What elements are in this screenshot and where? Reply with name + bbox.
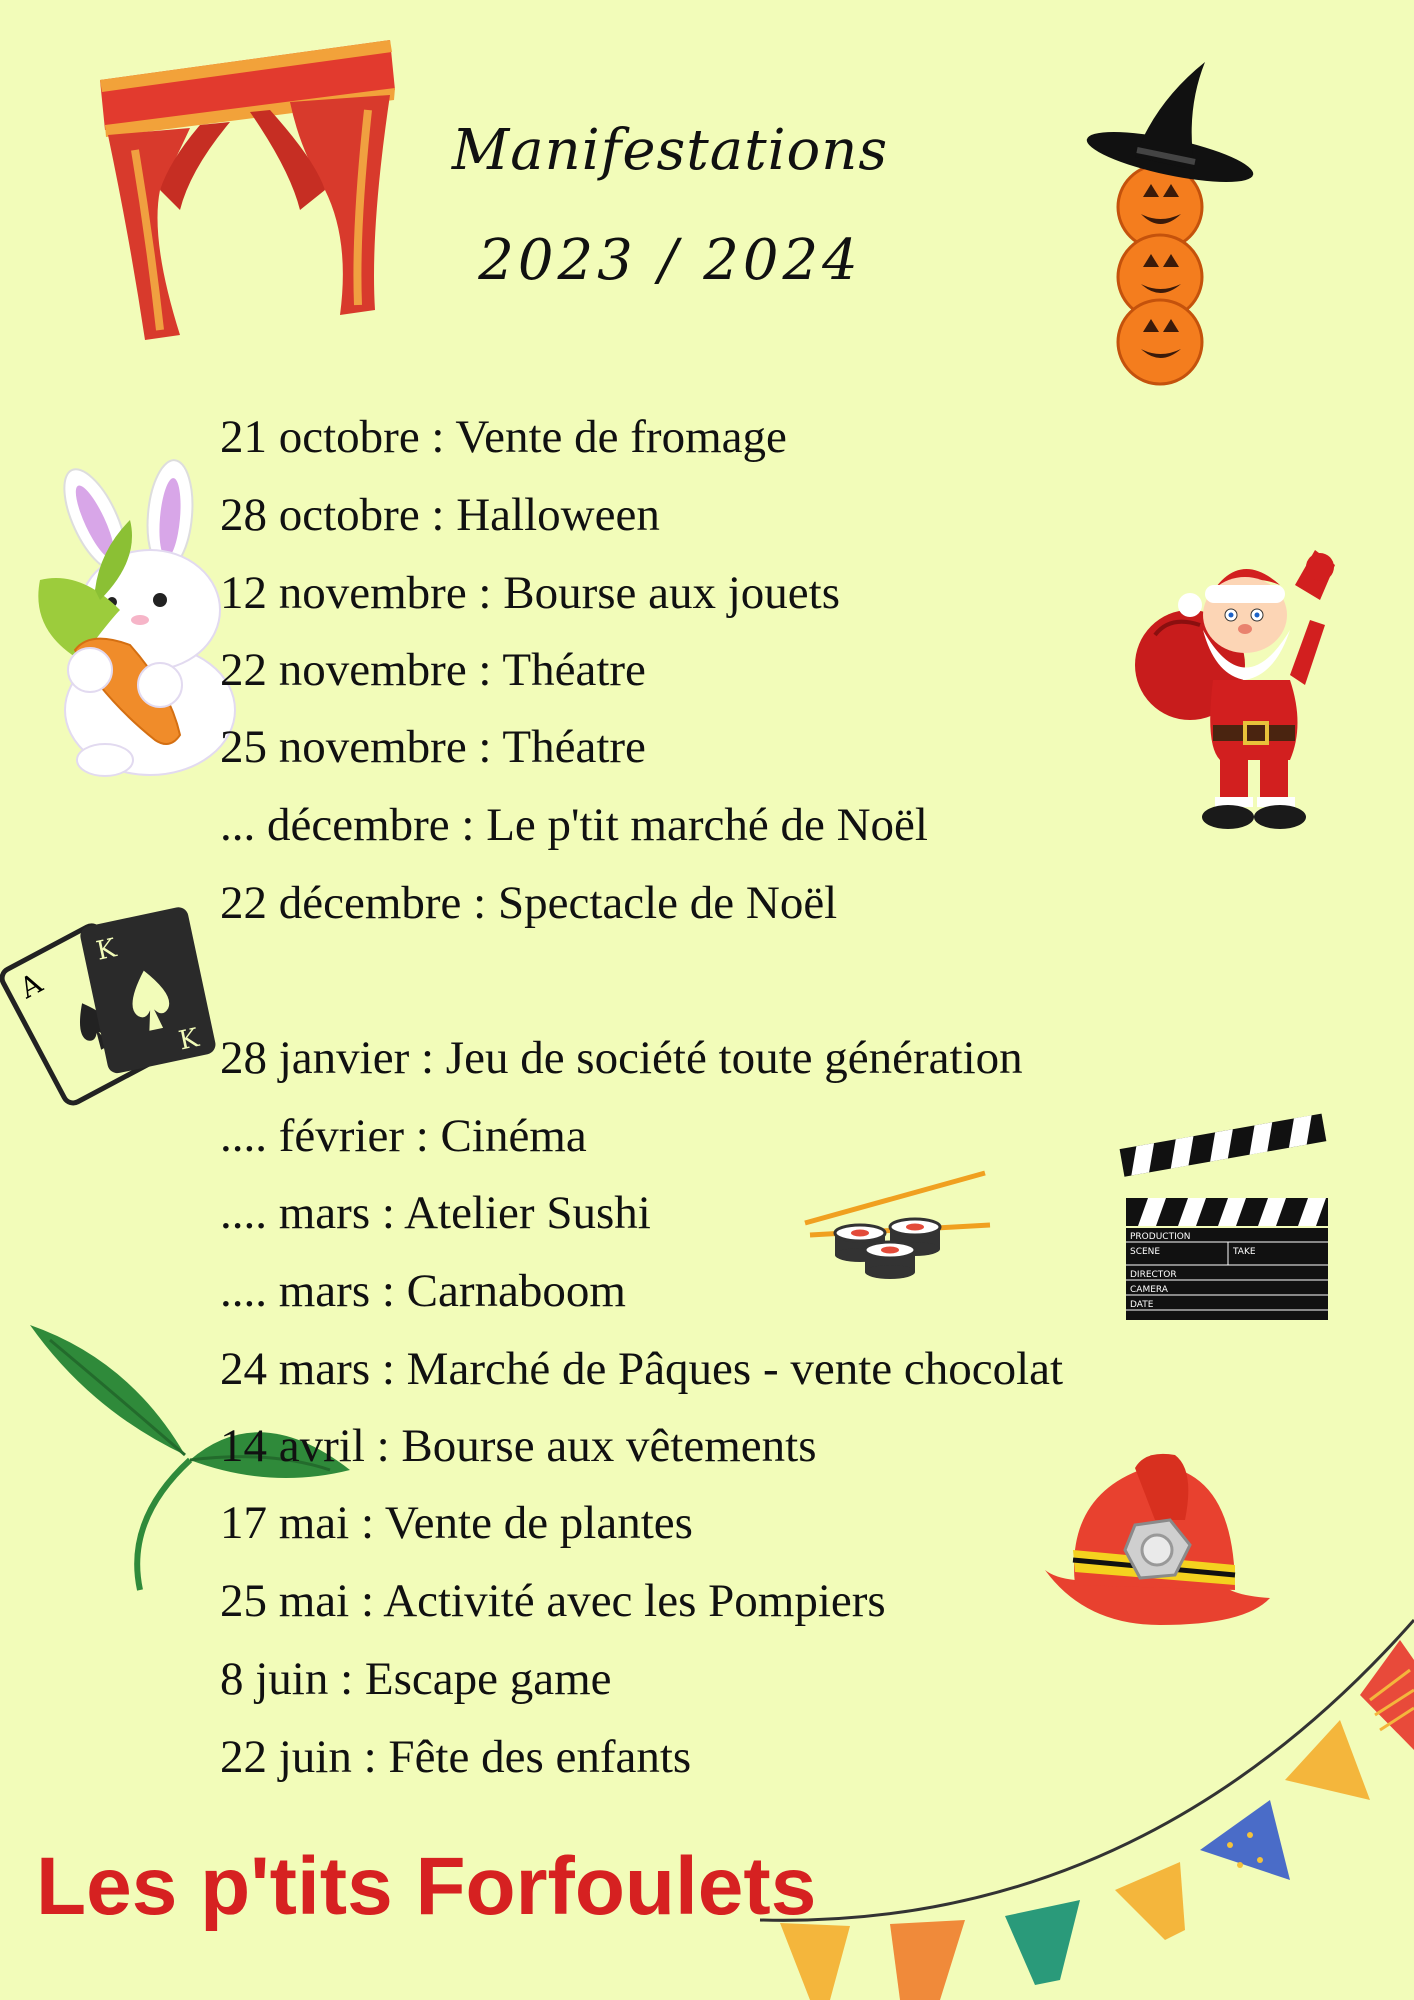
event-item: 25 novembre : Théatre	[220, 721, 646, 773]
card-back-letter: A	[14, 966, 48, 1005]
sushi-icon	[805, 1165, 990, 1280]
pumpkin-stack-icon	[1075, 62, 1255, 392]
page-title: Manifestations	[451, 118, 889, 183]
event-item: .... février : Cinéma	[220, 1110, 587, 1162]
event-item: 28 octobre : Halloween	[220, 489, 660, 541]
bunny-icon	[20, 460, 240, 780]
santa-claus-icon	[1125, 545, 1345, 835]
event-item: 25 mai : Activité avec les Pompiers	[220, 1575, 886, 1627]
event-item: 17 mai : Vente de plantes	[220, 1497, 693, 1549]
event-item: 14 avril : Bourse aux vêtements	[220, 1420, 817, 1472]
clapperboard-icon	[1118, 1128, 1338, 1328]
season-label: 2023 / 2024	[478, 228, 862, 293]
event-item: .... mars : Atelier Sushi	[220, 1187, 651, 1239]
association-name: Les p'tits Forfoulets	[36, 1841, 817, 1932]
card-front-letter: K	[93, 933, 119, 967]
clapper-scene-label: SCENE	[1130, 1247, 1161, 1257]
event-item: 22 juin : Fête des enfants	[220, 1731, 692, 1783]
playing-cards-icon	[10, 900, 220, 1100]
event-item: 21 octobre : Vente de fromage	[220, 411, 787, 463]
bunting-flags-icon	[760, 1600, 1414, 2000]
event-item: .... mars : Carnaboom	[220, 1265, 626, 1317]
clapper-date-label: DATE	[1130, 1300, 1154, 1310]
clapper-production-label: PRODUCTION	[1130, 1232, 1191, 1242]
clapper-take-label: TAKE	[1233, 1247, 1256, 1257]
event-item: 8 juin : Escape game	[220, 1653, 612, 1705]
clapper-camera-label: CAMERA	[1130, 1285, 1168, 1295]
event-item: 22 novembre : Théatre	[220, 644, 646, 696]
event-item: ... décembre : Le p'tit marché de Noël	[220, 799, 928, 851]
card-front-letter-bottom: K	[176, 1023, 202, 1057]
event-item: 22 décembre : Spectacle de Noël	[220, 877, 838, 929]
clapper-director-label: DIRECTOR	[1130, 1270, 1177, 1280]
event-item: 24 mars : Marché de Pâques - vente chocolat	[220, 1343, 1064, 1395]
event-item: 28 janvier : Jeu de société toute génération	[220, 1032, 1023, 1084]
event-item: 12 novembre : Bourse aux jouets	[220, 567, 841, 619]
theater-curtain-icon	[100, 40, 400, 340]
